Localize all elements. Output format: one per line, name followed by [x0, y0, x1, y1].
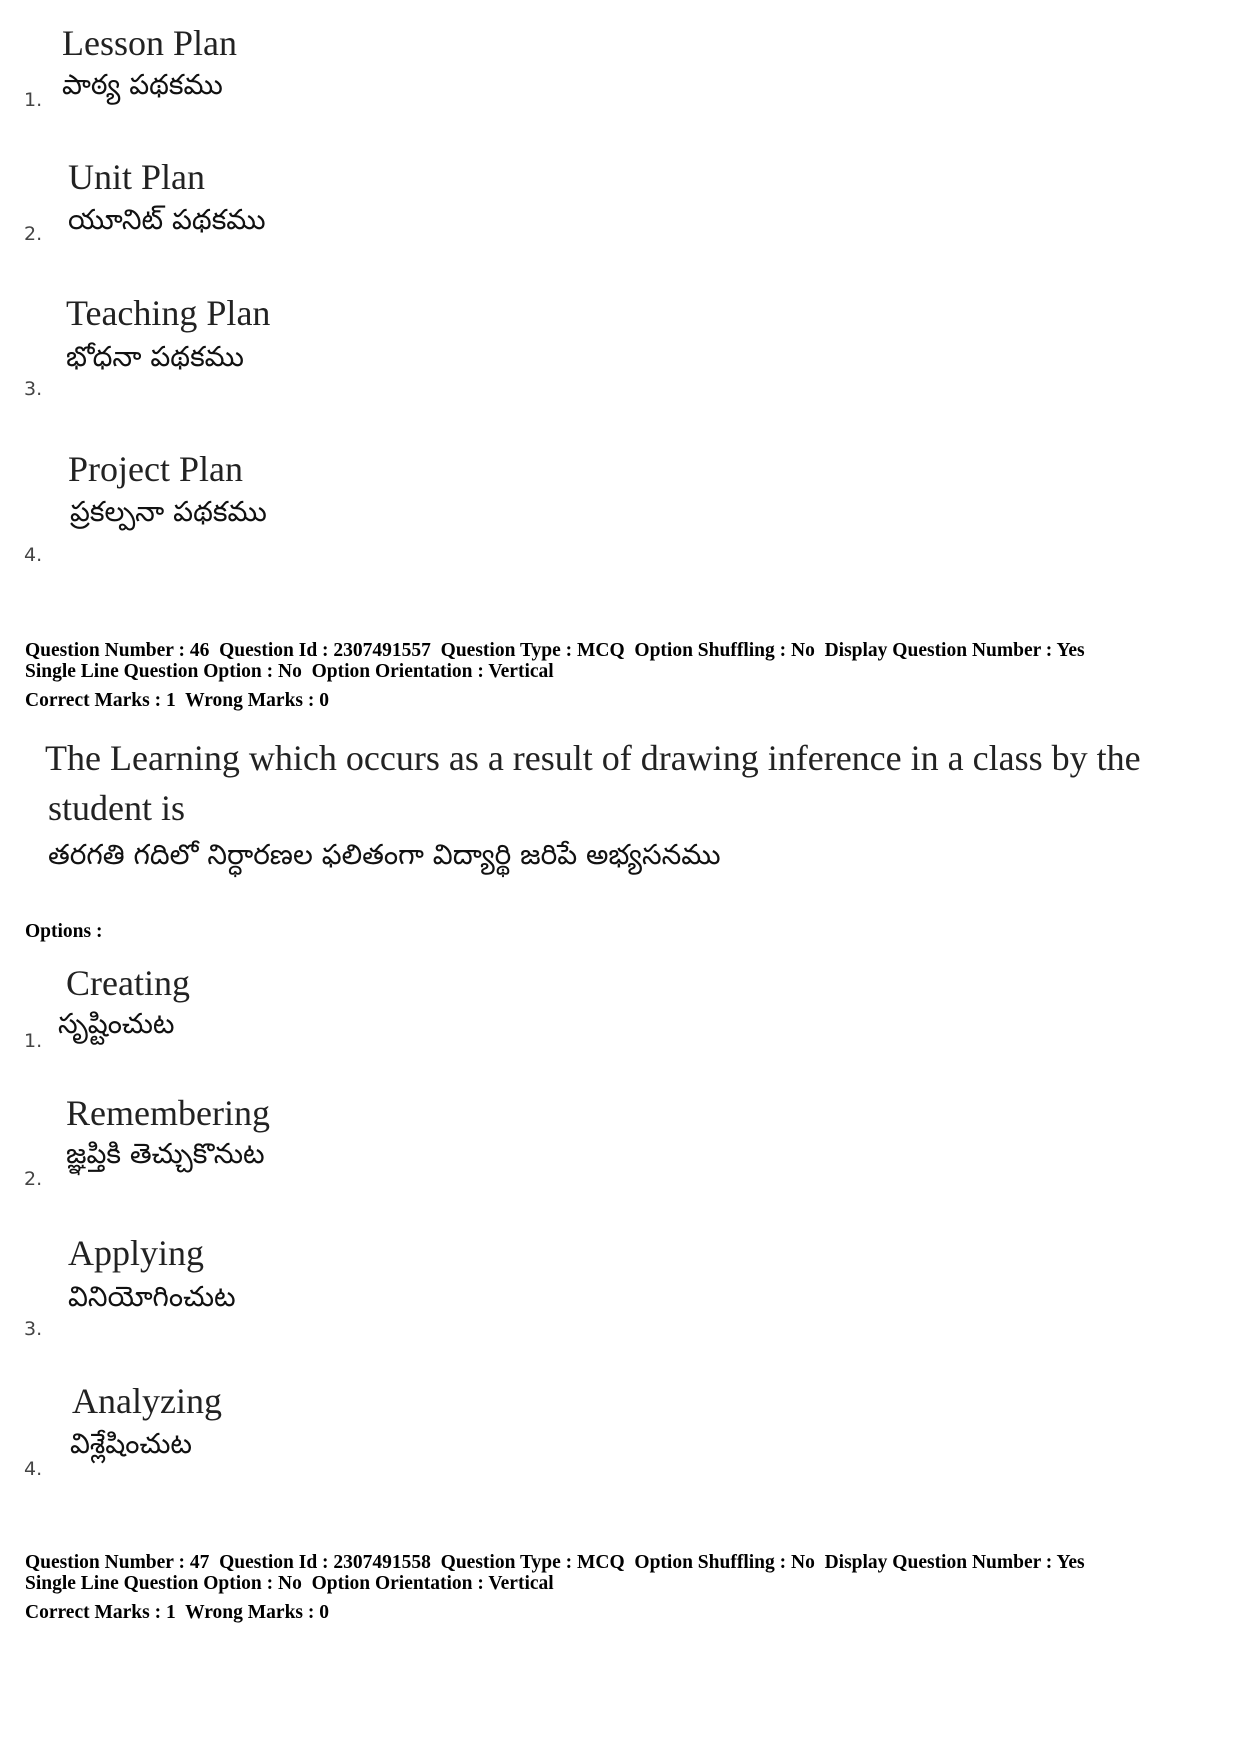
question-meta-line2: Single Line Question Option : No Option Orientation : Vertical: [25, 661, 554, 682]
option-telugu: వినియోగించుట: [68, 1280, 236, 1313]
question-text-telugu: తరగతి గదిలో నిర్ధారణల ఫలితంగా విద్యార్థి జరిపే అభ్యసనము: [48, 838, 721, 871]
question-meta-line2: Single Line Question Option : No Option Orientation : Vertical: [25, 1573, 554, 1594]
option-telugu: ప్రకల్పనా పథకము: [70, 495, 267, 528]
option-telugu: యూనిట్ పథకము: [68, 203, 266, 236]
option-english: Teaching Plan: [66, 293, 271, 333]
option-number: 2.: [24, 223, 43, 245]
option-number: 1.: [24, 89, 43, 111]
option-english: Analyzing: [72, 1381, 222, 1421]
option-telugu: విశ్లేషించుట: [70, 1427, 193, 1460]
option-english: Creating: [66, 963, 190, 1003]
option-telugu: పాఠ్య పథకము: [62, 68, 223, 101]
option-number: 3.: [24, 378, 43, 400]
option-telugu: సృష్టించుట: [58, 1007, 175, 1040]
option-english: Lesson Plan: [62, 23, 237, 63]
option-english: Applying: [68, 1233, 205, 1273]
option-number: 2.: [24, 1168, 43, 1190]
question-marks: Correct Marks : 1 Wrong Marks : 0: [25, 1602, 330, 1623]
option-number: 4.: [24, 1458, 43, 1480]
option-english: Remembering: [66, 1093, 270, 1133]
question-text-english-line2: student is: [48, 788, 186, 828]
option-number: 1.: [24, 1030, 43, 1052]
option-telugu: భోధనా పథకము: [66, 340, 244, 373]
option-english: Unit Plan: [68, 157, 206, 197]
option-telugu: జ్ఞప్తికి తెచ్చుకొనుట: [66, 1137, 265, 1170]
option-number: 4.: [24, 544, 43, 566]
question-text-english-line1: The Learning which occurs as a result of drawing inference in a class by the: [45, 738, 1141, 778]
question-meta-line1: Question Number : 47 Question Id : 2307491558 Question Type : MCQ Option Shuffling : No Display Question Number : Yes: [25, 1552, 1085, 1573]
question-marks: Correct Marks : 1 Wrong Marks : 0: [25, 690, 330, 711]
question-meta-line1: Question Number : 46 Question Id : 2307491557 Question Type : MCQ Option Shuffling : No Display Question Number : Yes: [25, 640, 1085, 661]
option-number: 3.: [24, 1318, 43, 1340]
option-english: Project Plan: [68, 449, 243, 489]
options-label: Options :: [25, 921, 103, 942]
